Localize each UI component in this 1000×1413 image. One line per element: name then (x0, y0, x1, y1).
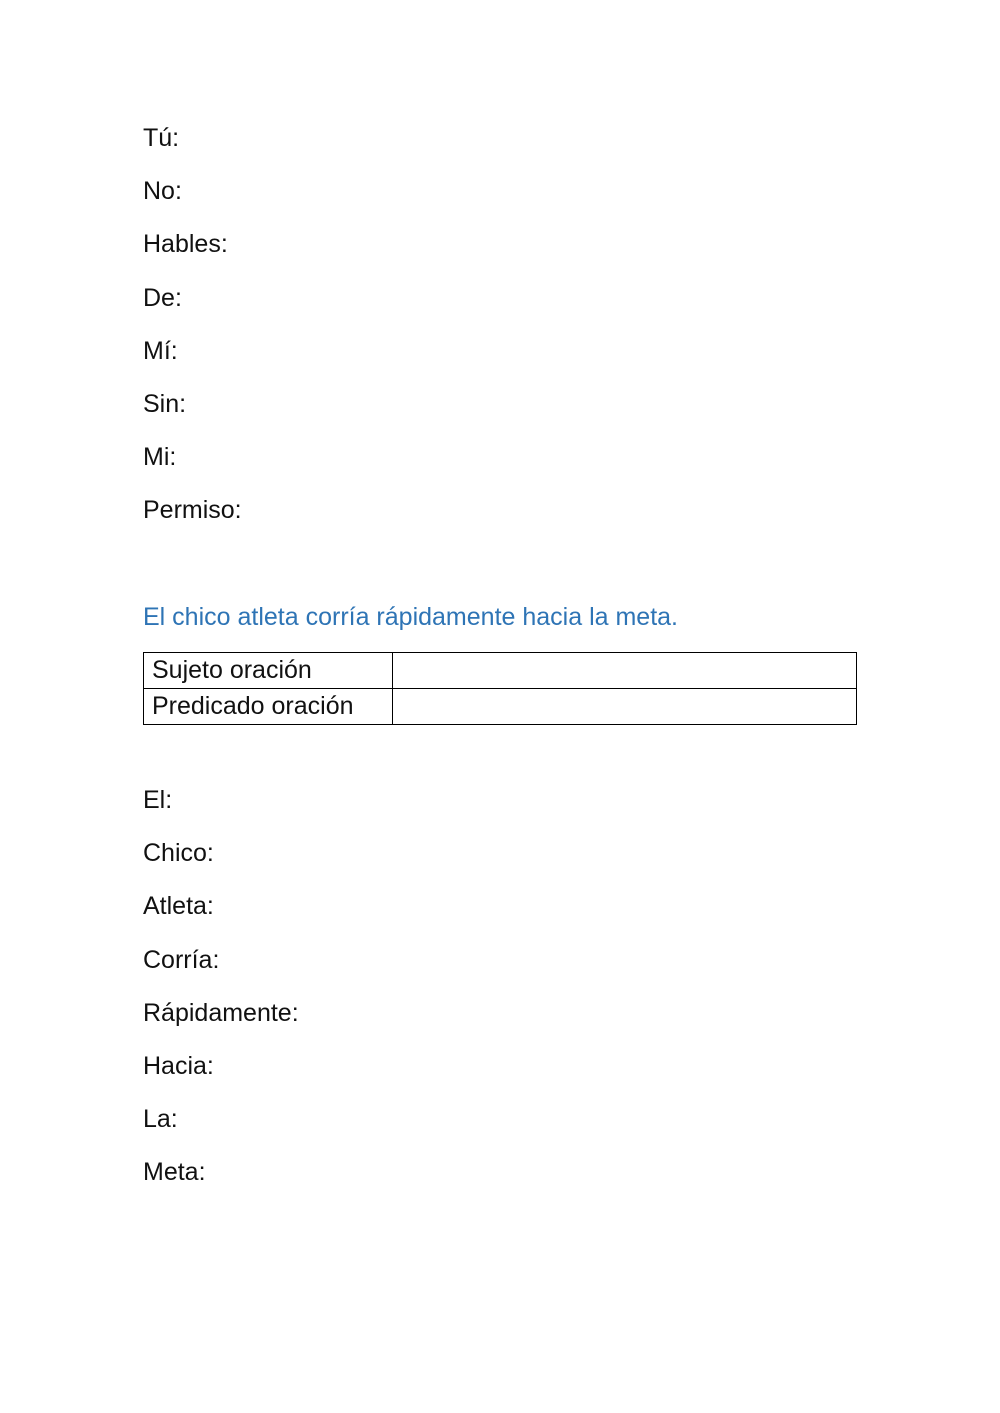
subject-label: Sujeto oración (144, 653, 393, 689)
word-label: Tú: (143, 124, 180, 152)
word-label: La: (143, 1105, 178, 1134)
table-row (144, 689, 857, 725)
sentence-analysis-table (143, 652, 857, 725)
word-label: Hacia: (143, 1051, 214, 1080)
word-label: Atleta: (143, 892, 214, 921)
predicate-answer-cell[interactable] (393, 689, 857, 725)
word-label: Meta: (143, 1158, 206, 1187)
word-label: Corría: (143, 945, 220, 974)
word-list-first (143, 121, 242, 547)
word-label: No: (143, 177, 182, 206)
word-label: Permiso: (143, 496, 242, 525)
word-list-second (143, 783, 299, 1209)
word-label: Chico: (143, 839, 214, 868)
table-row (144, 653, 857, 689)
word-label: Rápidamente: (143, 998, 299, 1027)
word-label: El: (143, 786, 173, 814)
word-label: Hables: (143, 230, 228, 259)
word-label: Mi: (143, 443, 177, 472)
word-label: De: (143, 283, 182, 312)
subject-answer-cell[interactable] (393, 653, 857, 689)
predicate-label: Predicado oración (144, 689, 393, 725)
example-sentence: El chico atleta corría rápidamente hacia la meta. (143, 603, 678, 631)
word-label: Sin: (143, 389, 187, 418)
word-label: Mí: (143, 336, 178, 365)
